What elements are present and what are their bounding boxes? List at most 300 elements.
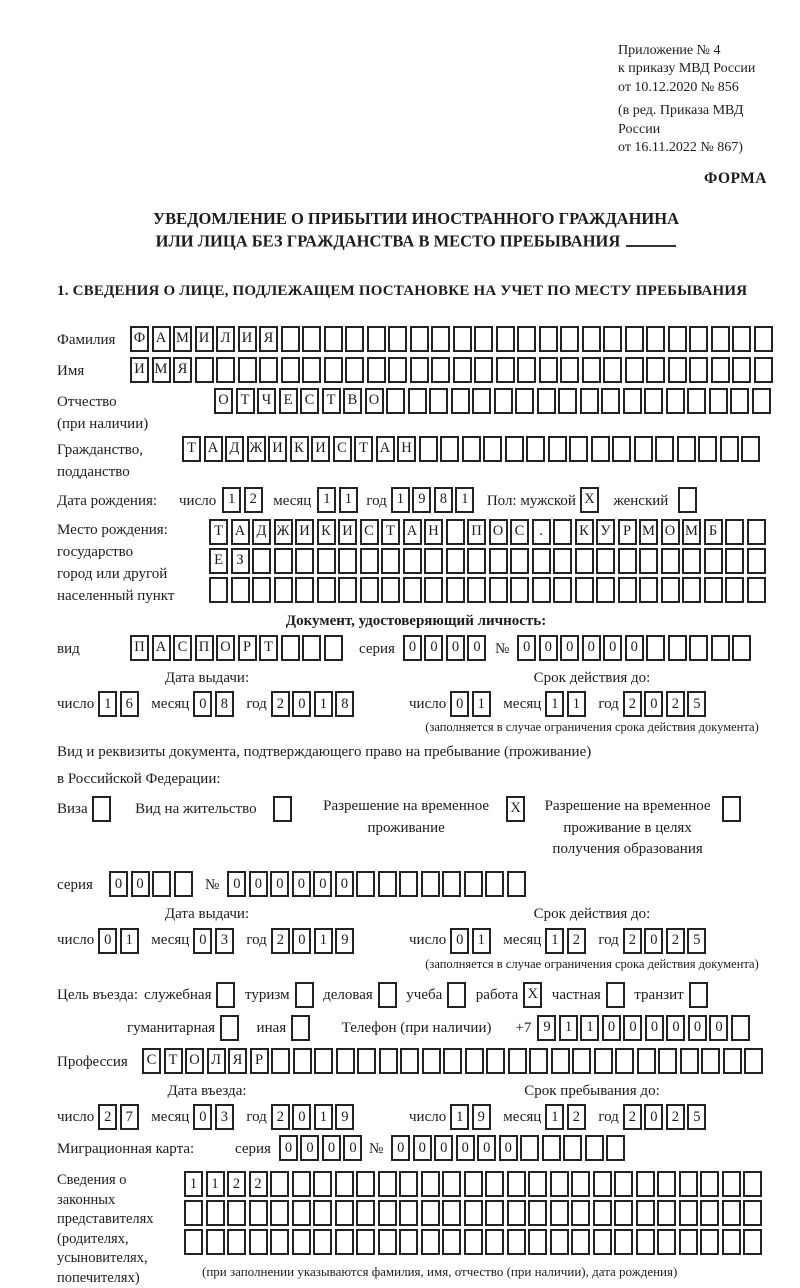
char-box[interactable] bbox=[741, 436, 760, 462]
char-box[interactable]: 0 bbox=[450, 691, 469, 717]
char-box[interactable]: 0 bbox=[623, 1015, 642, 1041]
char-box[interactable]: А bbox=[152, 326, 171, 352]
char-box[interactable] bbox=[464, 871, 483, 897]
char-box[interactable]: 1 bbox=[206, 1171, 225, 1197]
char-box[interactable]: 5 bbox=[687, 928, 706, 954]
char-box[interactable]: 0 bbox=[709, 1015, 728, 1041]
char-box[interactable] bbox=[639, 577, 658, 603]
char-box[interactable] bbox=[666, 388, 685, 414]
char-box[interactable]: М bbox=[173, 326, 192, 352]
char-box[interactable] bbox=[421, 1200, 440, 1226]
char-box[interactable]: 8 bbox=[335, 691, 354, 717]
char-box[interactable]: 0 bbox=[249, 871, 268, 897]
char-box[interactable] bbox=[379, 1048, 398, 1074]
char-box[interactable] bbox=[489, 577, 508, 603]
char-box[interactable] bbox=[252, 577, 271, 603]
temp-residence-education-checkbox[interactable] bbox=[722, 796, 741, 822]
char-box[interactable] bbox=[682, 577, 701, 603]
char-box[interactable]: Ч bbox=[257, 388, 276, 414]
char-box[interactable] bbox=[526, 436, 545, 462]
char-box[interactable]: 9 bbox=[335, 1104, 354, 1130]
char-box[interactable]: 2 bbox=[98, 1104, 117, 1130]
char-box[interactable] bbox=[424, 577, 443, 603]
char-box[interactable] bbox=[360, 548, 379, 574]
char-box[interactable] bbox=[281, 635, 300, 661]
char-box[interactable]: 0 bbox=[582, 635, 601, 661]
char-box[interactable]: А bbox=[204, 436, 223, 462]
char-box[interactable] bbox=[623, 388, 642, 414]
char-box[interactable] bbox=[701, 1048, 720, 1074]
char-box[interactable] bbox=[722, 1200, 741, 1226]
char-box[interactable]: Е bbox=[279, 388, 298, 414]
char-box[interactable] bbox=[422, 1048, 441, 1074]
char-box[interactable]: 0 bbox=[666, 1015, 685, 1041]
char-box[interactable]: И bbox=[238, 326, 257, 352]
char-box[interactable] bbox=[551, 1048, 570, 1074]
char-box[interactable]: 5 bbox=[687, 691, 706, 717]
char-box[interactable] bbox=[593, 1171, 612, 1197]
char-box[interactable] bbox=[386, 388, 405, 414]
char-box[interactable] bbox=[446, 548, 465, 574]
char-box[interactable] bbox=[517, 326, 536, 352]
char-box[interactable] bbox=[582, 357, 601, 383]
char-box[interactable]: 0 bbox=[109, 871, 128, 897]
char-box[interactable] bbox=[603, 357, 622, 383]
char-box[interactable]: О bbox=[214, 388, 233, 414]
char-box[interactable] bbox=[560, 326, 579, 352]
char-box[interactable] bbox=[704, 548, 723, 574]
char-box[interactable] bbox=[292, 1229, 311, 1255]
char-box[interactable] bbox=[679, 1171, 698, 1197]
char-box[interactable] bbox=[462, 436, 481, 462]
char-box[interactable] bbox=[532, 577, 551, 603]
char-box[interactable] bbox=[464, 1171, 483, 1197]
char-box[interactable] bbox=[474, 357, 493, 383]
char-box[interactable] bbox=[591, 436, 610, 462]
char-box[interactable]: Я bbox=[259, 326, 278, 352]
char-box[interactable] bbox=[550, 1200, 569, 1226]
char-box[interactable] bbox=[249, 1229, 268, 1255]
char-box[interactable]: 2 bbox=[666, 928, 685, 954]
purpose-tourism-checkbox[interactable] bbox=[295, 982, 314, 1008]
char-box[interactable]: 0 bbox=[322, 1135, 341, 1161]
char-box[interactable] bbox=[571, 1229, 590, 1255]
char-box[interactable] bbox=[657, 1200, 676, 1226]
purpose-official-checkbox[interactable] bbox=[216, 982, 235, 1008]
char-box[interactable]: 2 bbox=[227, 1171, 246, 1197]
char-box[interactable]: Б bbox=[704, 519, 723, 545]
char-box[interactable]: С bbox=[173, 635, 192, 661]
char-box[interactable] bbox=[689, 326, 708, 352]
char-box[interactable] bbox=[515, 388, 534, 414]
char-box[interactable]: 0 bbox=[292, 1104, 311, 1130]
char-box[interactable]: У bbox=[596, 519, 615, 545]
char-box[interactable]: С bbox=[333, 436, 352, 462]
char-box[interactable]: 2 bbox=[567, 928, 586, 954]
char-box[interactable] bbox=[625, 357, 644, 383]
char-box[interactable]: 0 bbox=[467, 635, 486, 661]
char-box[interactable]: 0 bbox=[313, 871, 332, 897]
char-box[interactable]: 2 bbox=[623, 928, 642, 954]
char-box[interactable] bbox=[658, 1048, 677, 1074]
char-box[interactable] bbox=[732, 357, 751, 383]
char-box[interactable]: О bbox=[489, 519, 508, 545]
char-box[interactable] bbox=[754, 357, 773, 383]
char-box[interactable]: 9 bbox=[537, 1015, 556, 1041]
char-box[interactable] bbox=[317, 577, 336, 603]
char-box[interactable]: 1 bbox=[472, 691, 491, 717]
char-box[interactable] bbox=[732, 635, 751, 661]
char-box[interactable] bbox=[252, 548, 271, 574]
char-box[interactable]: Ж bbox=[247, 436, 266, 462]
char-box[interactable] bbox=[510, 577, 529, 603]
char-box[interactable] bbox=[637, 1048, 656, 1074]
char-box[interactable]: А bbox=[376, 436, 395, 462]
char-box[interactable] bbox=[585, 1135, 604, 1161]
char-box[interactable]: 1 bbox=[567, 691, 586, 717]
char-box[interactable] bbox=[489, 548, 508, 574]
char-box[interactable]: 1 bbox=[317, 487, 336, 513]
purpose-private-checkbox[interactable] bbox=[606, 982, 625, 1008]
char-box[interactable]: 1 bbox=[580, 1015, 599, 1041]
char-box[interactable] bbox=[399, 1229, 418, 1255]
char-box[interactable] bbox=[313, 1171, 332, 1197]
char-box[interactable]: 2 bbox=[567, 1104, 586, 1130]
char-box[interactable] bbox=[537, 388, 556, 414]
char-box[interactable]: О bbox=[661, 519, 680, 545]
char-box[interactable] bbox=[357, 1048, 376, 1074]
char-box[interactable] bbox=[730, 388, 749, 414]
char-box[interactable] bbox=[485, 1229, 504, 1255]
char-box[interactable] bbox=[451, 388, 470, 414]
char-box[interactable] bbox=[507, 871, 526, 897]
char-box[interactable] bbox=[636, 1200, 655, 1226]
char-box[interactable] bbox=[594, 1048, 613, 1074]
char-box[interactable] bbox=[453, 357, 472, 383]
char-box[interactable]: 8 bbox=[215, 691, 234, 717]
char-box[interactable] bbox=[572, 1048, 591, 1074]
char-box[interactable] bbox=[259, 357, 278, 383]
char-box[interactable] bbox=[335, 1200, 354, 1226]
char-box[interactable]: А bbox=[231, 519, 250, 545]
char-box[interactable] bbox=[657, 1171, 676, 1197]
char-box[interactable] bbox=[442, 1229, 461, 1255]
char-box[interactable] bbox=[293, 1048, 312, 1074]
char-box[interactable]: 1 bbox=[184, 1171, 203, 1197]
char-box[interactable] bbox=[496, 357, 515, 383]
char-box[interactable]: Т bbox=[381, 519, 400, 545]
char-box[interactable] bbox=[553, 577, 572, 603]
char-box[interactable] bbox=[606, 1135, 625, 1161]
char-box[interactable] bbox=[680, 1048, 699, 1074]
char-box[interactable] bbox=[381, 548, 400, 574]
char-box[interactable] bbox=[596, 548, 615, 574]
char-box[interactable] bbox=[550, 1229, 569, 1255]
char-box[interactable]: 0 bbox=[688, 1015, 707, 1041]
char-box[interactable] bbox=[336, 1048, 355, 1074]
char-box[interactable] bbox=[596, 577, 615, 603]
char-box[interactable]: И bbox=[338, 519, 357, 545]
char-box[interactable]: 0 bbox=[539, 635, 558, 661]
char-box[interactable] bbox=[553, 519, 572, 545]
char-box[interactable] bbox=[646, 357, 665, 383]
char-box[interactable] bbox=[689, 635, 708, 661]
char-box[interactable] bbox=[636, 1229, 655, 1255]
char-box[interactable] bbox=[646, 635, 665, 661]
char-box[interactable] bbox=[614, 1229, 633, 1255]
char-box[interactable] bbox=[378, 871, 397, 897]
char-box[interactable]: Ф bbox=[130, 326, 149, 352]
char-box[interactable] bbox=[711, 326, 730, 352]
char-box[interactable] bbox=[388, 357, 407, 383]
char-box[interactable] bbox=[356, 1171, 375, 1197]
char-box[interactable] bbox=[731, 1015, 750, 1041]
char-box[interactable] bbox=[725, 548, 744, 574]
char-box[interactable] bbox=[302, 326, 321, 352]
char-box[interactable] bbox=[508, 1048, 527, 1074]
temp-residence-checkbox[interactable]: X bbox=[506, 796, 525, 822]
char-box[interactable] bbox=[338, 548, 357, 574]
char-box[interactable] bbox=[338, 577, 357, 603]
char-box[interactable] bbox=[227, 1200, 246, 1226]
char-box[interactable] bbox=[709, 388, 728, 414]
char-box[interactable] bbox=[324, 635, 343, 661]
char-box[interactable] bbox=[618, 548, 637, 574]
char-box[interactable]: К bbox=[575, 519, 594, 545]
char-box[interactable] bbox=[292, 1200, 311, 1226]
char-box[interactable]: 0 bbox=[456, 1135, 475, 1161]
char-box[interactable]: Е bbox=[209, 548, 228, 574]
char-box[interactable] bbox=[399, 1200, 418, 1226]
char-box[interactable] bbox=[634, 436, 653, 462]
char-box[interactable]: Л bbox=[216, 326, 235, 352]
char-box[interactable]: 3 bbox=[215, 1104, 234, 1130]
char-box[interactable] bbox=[367, 357, 386, 383]
char-box[interactable] bbox=[345, 357, 364, 383]
char-box[interactable] bbox=[410, 357, 429, 383]
char-box[interactable] bbox=[528, 1171, 547, 1197]
char-box[interactable] bbox=[238, 357, 257, 383]
char-box[interactable] bbox=[270, 1171, 289, 1197]
char-box[interactable] bbox=[593, 1229, 612, 1255]
char-box[interactable]: С bbox=[360, 519, 379, 545]
char-box[interactable]: 0 bbox=[193, 1104, 212, 1130]
char-box[interactable]: 0 bbox=[446, 635, 465, 661]
char-box[interactable]: И bbox=[295, 519, 314, 545]
char-box[interactable]: 0 bbox=[300, 1135, 319, 1161]
char-box[interactable]: 1 bbox=[222, 487, 241, 513]
char-box[interactable] bbox=[485, 871, 504, 897]
char-box[interactable]: 1 bbox=[98, 691, 117, 717]
char-box[interactable] bbox=[507, 1229, 526, 1255]
char-box[interactable] bbox=[698, 436, 717, 462]
char-box[interactable]: 0 bbox=[343, 1135, 362, 1161]
char-box[interactable] bbox=[668, 326, 687, 352]
char-box[interactable] bbox=[700, 1200, 719, 1226]
char-box[interactable] bbox=[270, 1200, 289, 1226]
char-box[interactable]: 9 bbox=[335, 928, 354, 954]
char-box[interactable] bbox=[302, 635, 321, 661]
char-box[interactable]: И bbox=[195, 326, 214, 352]
char-box[interactable] bbox=[575, 548, 594, 574]
char-box[interactable]: 2 bbox=[249, 1171, 268, 1197]
char-box[interactable] bbox=[465, 1048, 484, 1074]
char-box[interactable]: 0 bbox=[335, 871, 354, 897]
char-box[interactable]: О bbox=[216, 635, 235, 661]
char-box[interactable] bbox=[700, 1229, 719, 1255]
char-box[interactable] bbox=[453, 326, 472, 352]
char-box[interactable] bbox=[388, 326, 407, 352]
char-box[interactable]: 0 bbox=[391, 1135, 410, 1161]
char-box[interactable] bbox=[403, 577, 422, 603]
char-box[interactable]: 1 bbox=[314, 928, 333, 954]
char-box[interactable] bbox=[618, 577, 637, 603]
char-box[interactable]: 0 bbox=[434, 1135, 453, 1161]
char-box[interactable] bbox=[614, 1200, 633, 1226]
char-box[interactable] bbox=[399, 1171, 418, 1197]
char-box[interactable] bbox=[249, 1200, 268, 1226]
char-box[interactable]: 0 bbox=[424, 635, 443, 661]
char-box[interactable]: 1 bbox=[559, 1015, 578, 1041]
char-box[interactable] bbox=[722, 1229, 741, 1255]
char-box[interactable]: Т bbox=[322, 388, 341, 414]
char-box[interactable]: О bbox=[185, 1048, 204, 1074]
char-box[interactable] bbox=[682, 548, 701, 574]
char-box[interactable] bbox=[206, 1200, 225, 1226]
char-box[interactable] bbox=[528, 1200, 547, 1226]
char-box[interactable] bbox=[345, 326, 364, 352]
char-box[interactable] bbox=[687, 388, 706, 414]
char-box[interactable] bbox=[603, 326, 622, 352]
char-box[interactable]: 0 bbox=[477, 1135, 496, 1161]
char-box[interactable] bbox=[474, 326, 493, 352]
char-box[interactable] bbox=[743, 1229, 762, 1255]
char-box[interactable]: 0 bbox=[403, 635, 422, 661]
char-box[interactable] bbox=[505, 436, 524, 462]
char-box[interactable] bbox=[446, 519, 465, 545]
char-box[interactable] bbox=[677, 436, 696, 462]
char-box[interactable] bbox=[752, 388, 771, 414]
char-box[interactable]: 2 bbox=[271, 1104, 290, 1130]
char-box[interactable] bbox=[560, 357, 579, 383]
char-box[interactable]: 1 bbox=[472, 928, 491, 954]
char-box[interactable] bbox=[704, 577, 723, 603]
char-box[interactable]: 0 bbox=[644, 928, 663, 954]
char-box[interactable]: С bbox=[510, 519, 529, 545]
char-box[interactable] bbox=[464, 1229, 483, 1255]
char-box[interactable]: 0 bbox=[227, 871, 246, 897]
char-box[interactable] bbox=[292, 1171, 311, 1197]
char-box[interactable]: 0 bbox=[517, 635, 536, 661]
purpose-humanitarian-checkbox[interactable] bbox=[220, 1015, 239, 1041]
char-box[interactable] bbox=[335, 1171, 354, 1197]
char-box[interactable] bbox=[668, 357, 687, 383]
char-box[interactable] bbox=[569, 436, 588, 462]
char-box[interactable] bbox=[582, 326, 601, 352]
char-box[interactable] bbox=[360, 577, 379, 603]
char-box[interactable] bbox=[520, 1135, 539, 1161]
char-box[interactable]: Л bbox=[207, 1048, 226, 1074]
char-box[interactable]: 0 bbox=[292, 691, 311, 717]
char-box[interactable] bbox=[571, 1200, 590, 1226]
char-box[interactable] bbox=[324, 326, 343, 352]
char-box[interactable]: 2 bbox=[244, 487, 263, 513]
char-box[interactable] bbox=[661, 577, 680, 603]
char-box[interactable] bbox=[442, 1200, 461, 1226]
char-box[interactable]: 0 bbox=[603, 635, 622, 661]
char-box[interactable]: 0 bbox=[279, 1135, 298, 1161]
char-box[interactable] bbox=[486, 1048, 505, 1074]
char-box[interactable] bbox=[575, 577, 594, 603]
char-box[interactable] bbox=[274, 548, 293, 574]
purpose-other-checkbox[interactable] bbox=[291, 1015, 310, 1041]
char-box[interactable] bbox=[274, 577, 293, 603]
char-box[interactable] bbox=[281, 357, 300, 383]
char-box[interactable] bbox=[529, 1048, 548, 1074]
char-box[interactable] bbox=[539, 357, 558, 383]
char-box[interactable] bbox=[723, 1048, 742, 1074]
char-box[interactable]: 5 bbox=[687, 1104, 706, 1130]
char-box[interactable] bbox=[209, 577, 228, 603]
char-box[interactable]: 0 bbox=[645, 1015, 664, 1041]
char-box[interactable]: Н bbox=[424, 519, 443, 545]
char-box[interactable] bbox=[270, 1229, 289, 1255]
char-box[interactable] bbox=[563, 1135, 582, 1161]
char-box[interactable] bbox=[472, 388, 491, 414]
char-box[interactable]: Д bbox=[252, 519, 271, 545]
char-box[interactable]: 2 bbox=[271, 691, 290, 717]
char-box[interactable] bbox=[494, 388, 513, 414]
char-box[interactable] bbox=[744, 1048, 763, 1074]
char-box[interactable]: 0 bbox=[292, 928, 311, 954]
char-box[interactable] bbox=[661, 548, 680, 574]
char-box[interactable] bbox=[507, 1200, 526, 1226]
char-box[interactable]: П bbox=[467, 519, 486, 545]
char-box[interactable] bbox=[216, 357, 235, 383]
char-box[interactable] bbox=[443, 1048, 462, 1074]
char-box[interactable]: О bbox=[365, 388, 384, 414]
char-box[interactable] bbox=[558, 388, 577, 414]
char-box[interactable] bbox=[615, 1048, 634, 1074]
char-box[interactable]: Я bbox=[173, 357, 192, 383]
char-box[interactable]: 0 bbox=[602, 1015, 621, 1041]
char-box[interactable]: 1 bbox=[120, 928, 139, 954]
char-box[interactable]: Р bbox=[238, 635, 257, 661]
char-box[interactable]: П bbox=[195, 635, 214, 661]
char-box[interactable] bbox=[378, 1229, 397, 1255]
char-box[interactable] bbox=[317, 548, 336, 574]
char-box[interactable] bbox=[747, 548, 766, 574]
char-box[interactable]: 2 bbox=[666, 1104, 685, 1130]
char-box[interactable] bbox=[732, 326, 751, 352]
char-box[interactable] bbox=[614, 1171, 633, 1197]
char-box[interactable] bbox=[429, 388, 448, 414]
char-box[interactable]: 1 bbox=[314, 691, 333, 717]
char-box[interactable] bbox=[195, 357, 214, 383]
char-box[interactable] bbox=[700, 1171, 719, 1197]
char-box[interactable] bbox=[271, 1048, 290, 1074]
char-box[interactable]: 0 bbox=[193, 928, 212, 954]
char-box[interactable] bbox=[302, 357, 321, 383]
char-box[interactable] bbox=[424, 548, 443, 574]
char-box[interactable]: 0 bbox=[644, 691, 663, 717]
char-box[interactable] bbox=[378, 1171, 397, 1197]
char-box[interactable] bbox=[184, 1200, 203, 1226]
char-box[interactable] bbox=[754, 326, 773, 352]
char-box[interactable]: Т bbox=[236, 388, 255, 414]
char-box[interactable]: 1 bbox=[545, 928, 564, 954]
char-box[interactable] bbox=[421, 1171, 440, 1197]
